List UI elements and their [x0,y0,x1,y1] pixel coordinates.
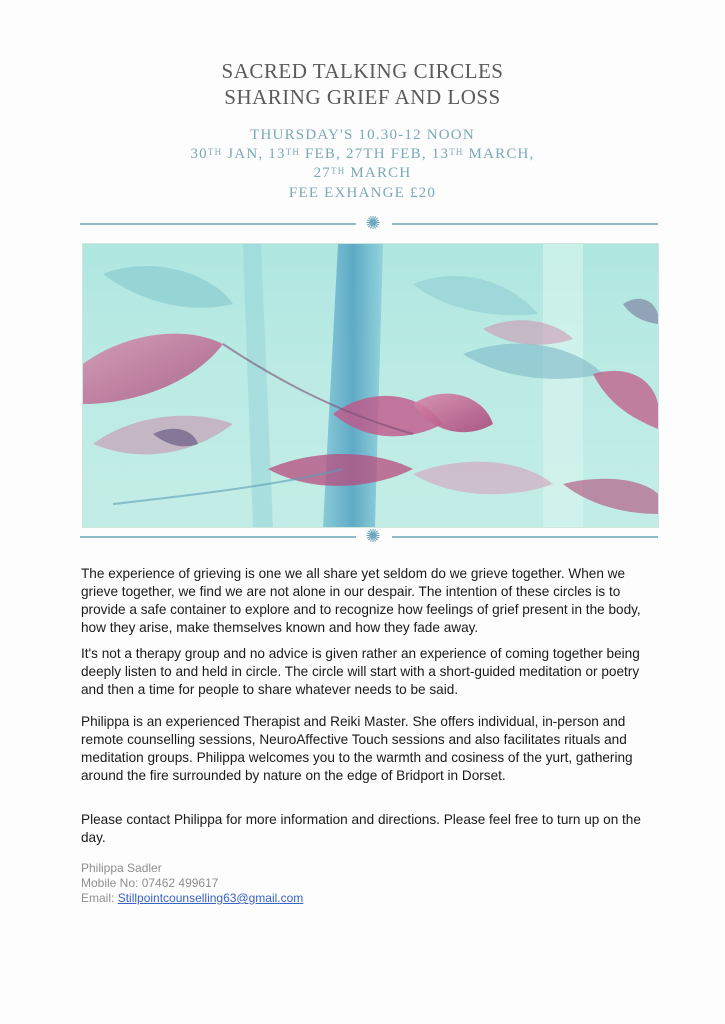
paragraph-about-philippa: Philippa is an experienced Therapist and Reiki Master. She offers individual, in-person and remote counselling sessions, NeuroAffective Touch sessions and also facilitates rituals and meditation groups. Philippa welcomes you to the warmth and cosiness of the yurt, gathering around the fire surrounded by nature on the edge of Bridport in Dorset. [81,714,633,783]
floral-photo-art [83,244,658,527]
divider-line [80,223,356,225]
floral-photo [82,243,659,528]
fee-text: FEE EXHANGE £20 [288,185,437,201]
star-ornament-icon: ✺ [365,526,381,547]
contact-name: Philippa Sadler [81,861,162,875]
title-line-2: SHARING GRIEF AND LOSS [224,85,501,109]
divider-top [80,213,658,234]
contact-email-line [81,891,303,907]
divider-line [392,223,658,225]
divider-line [392,536,658,538]
divider-bottom [80,526,658,547]
contact-mobile: Mobile No: 07462 499617 [81,876,219,890]
paragraph-contact: Please contact Philippa for more information and directions. Please feel free to turn up on the day. [81,812,641,845]
schedule-dates-line-2: 27TH MARCH [313,165,412,181]
email-label: Email: [81,891,118,905]
divider-line [80,536,356,538]
title-line-1: SACRED TALKING CIRCLES [221,59,504,83]
star-ornament-icon: ✺ [365,213,381,234]
paragraph-not-therapy: It's not a therapy group and no advice is given rather an experience of coming together being deeply listen to and held in circle. The circle will start with a short-guided meditation or poetry and then a time for people to share whatever needs to be said. [81,646,640,697]
schedule-dates-line-1: 30TH JAN, 13TH FEB, 27TH FEB, 13TH MARCH, [190,146,535,162]
schedule-day-time: THURSDAY'S 10.30-12 NOON [250,127,475,143]
email-link[interactable]: Stillpointcounselling63@gmail.com [117,891,304,905]
paragraph-intro: The experience of grieving is one we all share yet seldom do we grieve together. When we grieve together, we find we are not alone in our despair. The intention of these circles is to provide a safe container to explore and to recognize how feelings of grief present in the body, how they arise, make themselves known and how they fade away. [81,566,641,635]
